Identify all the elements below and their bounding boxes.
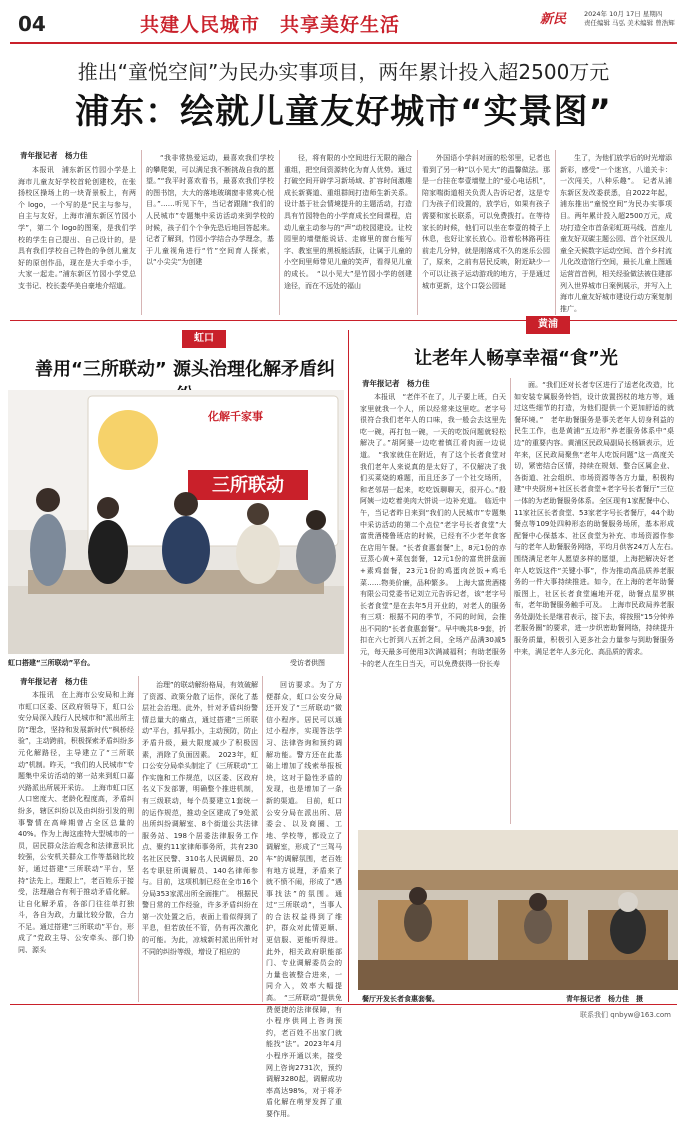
huangpu-paragraph: 本报讯 “老伴不在了，儿子要上班，白天家里就我一个人，所以经常来这里吃。老字号很符合我们老年人的口味，我一般会去这里先吃一碗，再打包一碗，一天的吃饭问题就轻松解决了。”胡阿婆一边吃着镇江肴肉面一边说道。 “我家就住在附近，有了这个长者食堂对我们老年人来说真的是太好了，不仅解决了我们买菜烧的难题，而且还多了一个社交场所，和老邻居一起来，吃吃饭聊聊天，很开心。”殷阿姨一边吃着美肉大饼说一边补充道。 临近中午，当记者昨日来到“我们的人民城市”专题集中采访活动的第二个点位“老字号长者食堂”大富贵酒楼鲁班店的时候，已经有不少老年食客在店用午餐。“长者食惠套餐”上，8元1份的赤豆蒸心黄+菜包套餐，12元1份的富贵拼盘面+素鸡套餐，23元1份的鸡蛋肉丝饭+鸡毛菜……物美价廉，品种繁多。 上海大富贵酒楼有限公司党委书记刘立元告诉记者，该“老字号长者食堂”是在去年5月开业的，对老人的服务有三项：根据不同的季节，不同的时间，会推出不同的“长者食惠套餐”。早中晚共8-9套，折扣在六七折到八五折之间，全场产品满30减5元，每天最多可使用3次满减福利；有助老服务卡的老人在生日当天，可以免费获得一份长寿 [360,393,506,668]
column-rule [417,150,418,315]
lead-paragraph: 本报讯 浦东新区竹园小学是上海市儿童友好学校首轮创建校，在张扬校区操场上的一块背景板上，有两个 logo，一个写的是“民主与参与，自主与友好，上海市浦东新区竹园小学”，第二个 logo的图案，是我们学校的学生自己提出、自己设计的，是具有我们学校自己特色的争创儿童友好的原创作品，现在是大手牵小手，大家一起走。”浦东新区竹园小学党总支书记、校长娄华美自豪地介绍道。 [18,166,136,290]
hongkou-column-3 [266,680,342,1118]
lead-column-2 [146,153,274,315]
hongkou-photo-credit: 受访者供图 [290,659,325,667]
column-rule [555,150,556,315]
issue-date: 2024年 10月 17日 星期四 [584,10,663,18]
district-tag-huangpu: 黄浦 [526,316,570,334]
huangpu-paragraph: 面。“我们还对长者专区进行了适老化改造，比如安装专属服务铃铛，设计放置拐杖的地方等，通过这些细节的打造，为他们提供一个更加舒适的就餐环境。” 老年助餐服务是事关老年人切身利益的民生工作，也是黄浦“五边形”养老服务体系中“桌边”的重要内容。黄浦区民政局副局长杨颖表示，近年来，区民政局聚焦“老年人吃饭问题”这一高度关切，紧密结合区情，持续在规划、整合区属企业、各街道、社会组织、市场资源等各方力量，积极构建“中央厨房+社区长者食堂+老字号长者餐厅”三位一体的为老助餐服务体系。全区现有1家配餐中心、11家社区长者食堂、53家老字号长者餐厅，44个助餐点等109处四种形态的助餐服务场所，基本形成配餐中心保基本、社区食堂为补充、市场资源作参与的老年人助餐服务网络，平均月供客24万人左右。 围绕满足老年人愿望多样的愿望，上海把解决好老年人吃饭这件“关键小事”，作为推动高品质养老服务的一件大事持续推进。如今，在上海的老年助餐版图上，社区长者食堂遍地开花，助餐点星罗棋布，老年助餐服务触手可及。 上海市民政局养老服务处副处长是继君表示，接下去，将按照“15分钟养老服务圈”的要求，进一步织密助餐网络，持续提升服务质量，积极引入更多社会力量参与到助餐服务中来，满足老年人多元化、高品质的需求。 [514,381,681,656]
header-divider [10,42,677,44]
newspaper-logo [540,8,580,36]
lead-paragraph: “我非常热爱运动，最喜欢我们学校的攀爬架，可以满足我不断挑战自我的愿望。”“我平时喜欢看书，最喜欢我们学校的图书馆，大大的落地玻璃窗非常爽心悦目。”……听见下午，当记者跟随“我们的人民城市”专题集中采访活动来到学校的时候，孩子们个个争先恐后地回答起来。记者了解到，竹园小学结合办学理念，基于儿童视角进行“竹”空间育人探索，以“小尖尖”为创建 [146,154,274,267]
lead-paragraph: 外国语小学斜对面的松邻里，记者也看到了另一种“以小见大”的温馨做法。那是一台挂在奉壹墙壁上的“爱心电话机”，陪家喘街道相关负责人告诉记者，这是专门为孩子们设置的，放学后，如果有孩子需要和家长联系，可以免费拨打。在等待家长的时候，他们可以坐在奉壹的椅子上休息，也好让家长放心。沿着松林路再往前走几分钟，就是刚落成不久的迷乐公园了，原来，之前有居民反映，附近缺少一个可以让孩子运动游戏的地方，于是通过城市更新，这个口袋公园诞 [422,154,550,290]
logo-text: 新民 [540,12,567,27]
hongkou-column-1 [18,690,134,1000]
section-divider [10,320,677,321]
huangpu-column-2 [514,380,681,824]
lead-subtitle: 推出“童悦空间”为民办实事项目，两年累计投入超2500万元 [77,60,610,84]
footer-contact: 联系我们 qnbyw@163.com [580,1011,671,1019]
huangpu-byline: 青年报记者 杨力佳 [362,379,430,388]
lead-column-5 [560,153,672,315]
meeting-scene-image [8,390,344,654]
footer-divider [10,1004,677,1005]
district-tag-hongkou: 虹口 [182,330,226,348]
huangpu-column-1 [360,392,506,824]
hongkou-paragraph: 回访要求。为了方便群众，虹口公安分局还开发了“三所联动”微信小程序。居民可以通过小程序，实现答法学习、法律咨询和预约调解功能。警方还在此基础上增加了线索举报板块，这对于隐性矛盾的发现，也是增加了一条新的渠道。 目前，虹口公安分局在派出所、居委会、以及商圈、工地、学校等，都设立了调解室，形成了“三驾马车”的调解氛围，老百姓有地方说理，矛盾来了就不愤不闹，形成了“遇事找法”的氛围。通过“三所联动”，当事人的合法权益得到了维护，群众对此情更顺、更信服、更能听得进。此外，相关政府职能部门、专业调解委员会的力量也被整合进来，一同介入，效率大幅提高。 “三所联动”提供免费便捷的法律保障，有小程序供网上咨询预约，老百姓不出家门就能找“法”。2023年4月小程序开通以来，接受网上咨询2731次，预约调解3280起，调解成功率高达98%，对于将矛盾化解在萌芽发挥了重要作用。 [266,681,342,1118]
huangpu-photo [358,830,678,990]
column-rule [138,676,139,1002]
lead-byline: 青年报记者 杨力佳 [20,151,88,160]
issue-info [584,10,684,28]
lead-paragraph: 径，将有限的小空间进行无限的融合重组，把空间资源转化为育人优势。通过打破空间开辟学习新场域、扩容时间激趣成长新赛道、重组群间打造师生新关系。设计基于社会情境提升的主题活动，打造具有竹园特色的小学育成长空间课程，启动儿童主动参与的“声”动校园建设。让校园里的墙壁能说话、走廊里的窗台能写字、教室里的黑板能活跃，让属于儿童的小空间里师带见儿童的笑声，看得见儿童的成长。 “以小见大”是竹园小学的创建途径，而在不远处的福山 [284,154,412,290]
hongkou-paragraph: 治理”的联动解纷格局，有效破解了资源、政策分散了运作，深化了基层社会治理。此外，针对矛盾纠纷警情总量大的痛点，通过搭建“三所联动”平台，抓早抓小，主动预防，防止矛盾升级，最大限度减少了积极因素，消除了负面因素。 2023年，虹口公安分局牵头制定了《三所联动”工作实施和工作规范，以区委、区政府名义下发部署，明确整个推进机制，有三级联动，每个员要建立1套统一的运作规范，推动全区建成了9处派出所纠纷调解室、8个街道公共法律服务站、198个居委法律服务工作点、聚约11家律师事务所，共有230名社区民警、310名人民调解员、20名专职驻所调解员、140名律师参与。目前，这项机制已经在全市16个分局353家派出所全面推广。 根据民警日常的工作经验，许多矛盾纠纷在第一次处置之后，表面上看似得到了平息，但若放任不管，仍有再次激化的可能。为此，凉城新村派出所针对不同的纠纷等级，增设了相应的 [142,681,258,956]
lead-title: 浦东：绘就儿童友好城市“实景图” [75,92,612,132]
hongkou-photo [8,390,344,654]
column-rule [510,378,511,824]
hongkou-paragraph: 本报讯 在上海市公安局和上海市虹口区委、区政府领导下，虹口公安分局深入践行人民城市和“派出所主防”理念，坚持和发展新时代“枫桥经验”，主动跨前，积极探索矛盾纠纷多元化解路径，主导建立了“三所联动”机制。昨天，“我们的人民城市”专题集中采访活动的第一站来到虹口嘉兴路派出所展开采访。 上海市虹口区人口密度大、老龄化程度高，矛盾纠纷多，辖区纠纷以及由纠纷引发的刑事警情在高峰期曾占全区总量的40%。作为上海这座特大型城市的一员，居民群众法治观念和法律意识比较强，公安机关群众工作等基础比较好，通过搭建“三所联动”平台，坚持“法先上，理跟上”，老百姓乐于接受，法理融合有利于推动矛盾化解。让自化解矛盾，各部门往往单打独斗，各自为政，力量比较分散，合力不足。通过搭建“三所联动”平台，形成了“党政主导、公安牵头、部门协同、源头 [18,691,134,955]
restaurant-scene-image [358,830,678,990]
header-slogan: 共建人民城市 共享美好生活 [140,14,401,36]
huangpu-photo-credit: 青年报记者 杨力佳 摄 [566,995,643,1003]
hongkou-title: 善用“三所联动” 源头治理化解矛盾纠 [35,359,335,380]
huangpu-photo-caption: 餐厅开发长者食惠套餐。 [362,995,439,1003]
page-number: 04 [18,12,46,36]
banner-text: 三所联动 [212,475,284,496]
lead-paragraph: 生了，为他们放学后的时光增添新彩，感受“一个迷宫，八道关卡：一次闯关，八种乐趣”。 记者从浦东新区发改委获悉，自2022年起，浦东推出“童悦空间”为民办实事项目。两年累计投入超2500万元，成功打造全市首条彩虹斑马线、首座儿童友好双碳主题公园、首个社区级儿童全天候数字运动空间、首个乡村流儿化改造馆行空间，最长儿童上图通运营首首例，相关经验做法被住建部列入世界城市日案例展示，并写入上海市儿童友好城市建设行动方案复制推广。 [560,154,672,313]
hongkou-column-2 [142,680,258,1000]
column-rule [279,150,280,315]
huangpu-title: 让老年人畅享幸福“食”光 [414,348,618,369]
lead-column-4 [422,153,550,315]
lead-column-3 [284,153,412,315]
column-rule [141,150,142,315]
section-rule [348,330,349,1002]
photo-slogan: 化解千家事 [208,410,263,423]
lead-column-1 [18,165,136,315]
issue-editors: 责任编辑 马弘 美术编辑 曾浩辉 [584,19,675,27]
hongkou-photo-caption: 虹口搭建“三所联动”平台。 [8,659,95,667]
hongkou-byline: 青年报记者 杨力佳 [20,677,88,686]
column-rule [262,676,263,1002]
